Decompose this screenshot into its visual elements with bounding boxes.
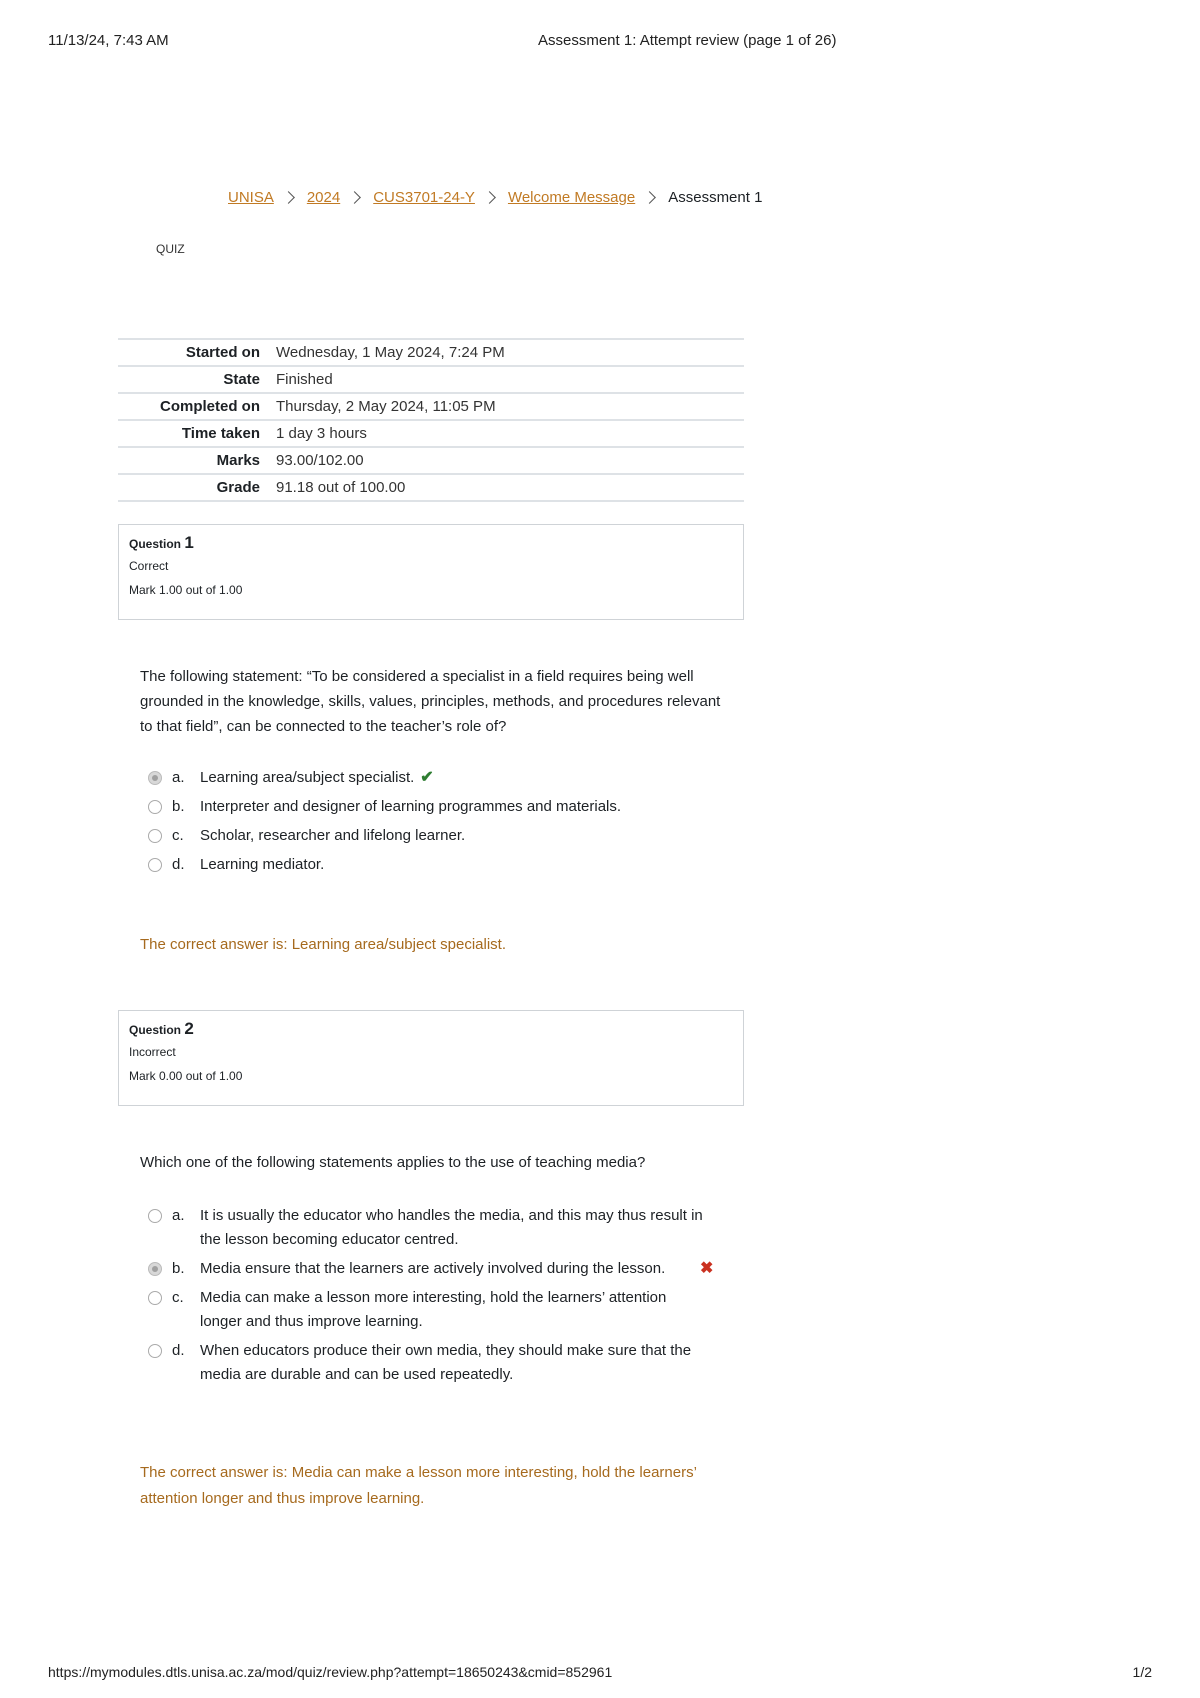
activity-type-label: QUIZ xyxy=(156,242,185,256)
answer-option[interactable] xyxy=(148,1257,748,1281)
print-footer-url: https://mymodules.dtls.unisa.ac.za/mod/quiz/review.php?attempt=18650243&cmid=852961 xyxy=(48,1664,613,1680)
question-state: Correct xyxy=(129,559,169,573)
answer-option[interactable] xyxy=(148,824,748,848)
answer-option[interactable] xyxy=(148,795,748,819)
answer-text: Learning area/subject specialist. xyxy=(200,769,415,786)
summary-label: Time taken xyxy=(181,425,260,442)
summary-value: Wednesday, 1 May 2024, 7:24 PM xyxy=(276,344,505,361)
radio-button[interactable] xyxy=(148,858,162,872)
answer-letter: a. xyxy=(172,1207,185,1224)
summary-row xyxy=(118,366,744,393)
answer-option[interactable] xyxy=(148,853,748,877)
chevron-right-icon xyxy=(643,191,656,204)
answer-letter: b. xyxy=(172,1260,185,1277)
question-number xyxy=(129,533,733,553)
summary-value: Finished xyxy=(276,371,333,388)
breadcrumb xyxy=(228,189,762,206)
summary-label: Marks xyxy=(216,452,260,469)
breadcrumb-current: Assessment 1 xyxy=(668,189,763,206)
question-1-feedback: The correct answer is: Learning area/subject specialist. xyxy=(140,936,507,953)
breadcrumb-link-year[interactable]: 2024 xyxy=(306,189,341,206)
answer-text: It is usually the educator who handles the media, and this may thus result in the lesson becoming educator centred. xyxy=(200,1207,703,1248)
radio-button[interactable] xyxy=(148,829,162,843)
answer-text: Scholar, researcher and lifelong learner. xyxy=(200,827,466,844)
question-grade: Mark 0.00 out of 1.00 xyxy=(129,1069,243,1083)
radio-button[interactable] xyxy=(148,1291,162,1305)
answer-text: Media ensure that the learners are actively involved during the lesson. xyxy=(200,1260,666,1277)
print-page-number: 1/2 xyxy=(1132,1664,1152,1680)
question-grade: Mark 1.00 out of 1.00 xyxy=(129,583,243,597)
summary-label: State xyxy=(223,371,260,388)
answer-option[interactable] xyxy=(148,1286,748,1334)
answer-option[interactable] xyxy=(148,1339,748,1387)
summary-row xyxy=(118,393,744,420)
correct-icon: ✔ xyxy=(420,769,434,786)
summary-row xyxy=(118,339,744,366)
chevron-right-icon xyxy=(483,191,496,204)
summary-row xyxy=(118,420,744,447)
question-2-feedback: The correct answer is: Media can make a lesson more interesting, hold the learners’ attention longer and thus improve learning. xyxy=(140,1464,697,1507)
question-number xyxy=(129,1019,733,1039)
answer-letter: c. xyxy=(172,1289,184,1306)
print-page-title: Assessment 1: Attempt review (page 1 of 26) xyxy=(538,32,837,49)
question-word: Question xyxy=(129,537,182,551)
answer-text: Learning mediator. xyxy=(200,856,325,873)
summary-row xyxy=(118,474,744,501)
summary-label: Grade xyxy=(216,479,260,496)
summary-value: 91.18 out of 100.00 xyxy=(276,479,406,496)
answer-letter: b. xyxy=(172,798,185,815)
answer-letter: c. xyxy=(172,827,184,844)
question-2-answers xyxy=(148,1204,748,1392)
print-datetime: 11/13/24, 7:43 AM xyxy=(48,32,169,49)
answer-letter: a. xyxy=(172,769,185,786)
breadcrumb-link-welcome[interactable]: Welcome Message xyxy=(507,189,636,206)
answer-text: Interpreter and designer of learning programmes and materials. xyxy=(200,798,622,815)
answer-option[interactable] xyxy=(148,1204,748,1252)
summary-label: Completed on xyxy=(160,398,260,415)
summary-value: 93.00/102.00 xyxy=(276,452,364,469)
summary-value: 1 day 3 hours xyxy=(276,425,367,442)
chevron-right-icon xyxy=(348,191,361,204)
radio-button[interactable] xyxy=(148,1209,162,1223)
attempt-summary-table xyxy=(118,338,744,502)
answer-text: Media can make a lesson more interesting, hold the learners’ attention longer and thus improve learning. xyxy=(200,1289,667,1330)
question-state: Incorrect xyxy=(129,1045,176,1059)
summary-value: Thursday, 2 May 2024, 11:05 PM xyxy=(276,398,496,415)
breadcrumb-link-course[interactable]: CUS3701-24-Y xyxy=(373,189,475,206)
question-2-text: Which one of the following statements applies to the use of teaching media? xyxy=(140,1154,646,1171)
radio-button[interactable] xyxy=(148,1262,162,1276)
answer-text: When educators produce their own media, they should make sure that the media are durable and can be used repeatedly. xyxy=(200,1342,692,1383)
answer-letter: d. xyxy=(172,1342,185,1359)
question-1-text: The following statement: “To be considered a specialist in a field requires being well grounded in the knowledge, skills, values, principles, methods, and procedures relevant to that field”, can be connected to the teacher’s role of? xyxy=(140,668,721,735)
question-word: Question xyxy=(129,1023,182,1037)
breadcrumb-link-unisa[interactable]: UNISA xyxy=(228,189,274,206)
radio-button[interactable] xyxy=(148,1344,162,1358)
question-1-answers xyxy=(148,766,748,882)
radio-button[interactable] xyxy=(148,800,162,814)
answer-option[interactable] xyxy=(148,766,748,790)
question-number-value: 1 xyxy=(184,533,194,552)
summary-label: Started on xyxy=(185,344,260,361)
question-1-info xyxy=(118,524,744,620)
question-2-info xyxy=(118,1010,744,1106)
incorrect-icon: ✖ xyxy=(700,1260,714,1277)
chevron-right-icon xyxy=(282,191,295,204)
radio-button[interactable] xyxy=(148,771,162,785)
summary-row xyxy=(118,447,744,474)
question-number-value: 2 xyxy=(184,1019,194,1038)
answer-letter: d. xyxy=(172,856,185,873)
